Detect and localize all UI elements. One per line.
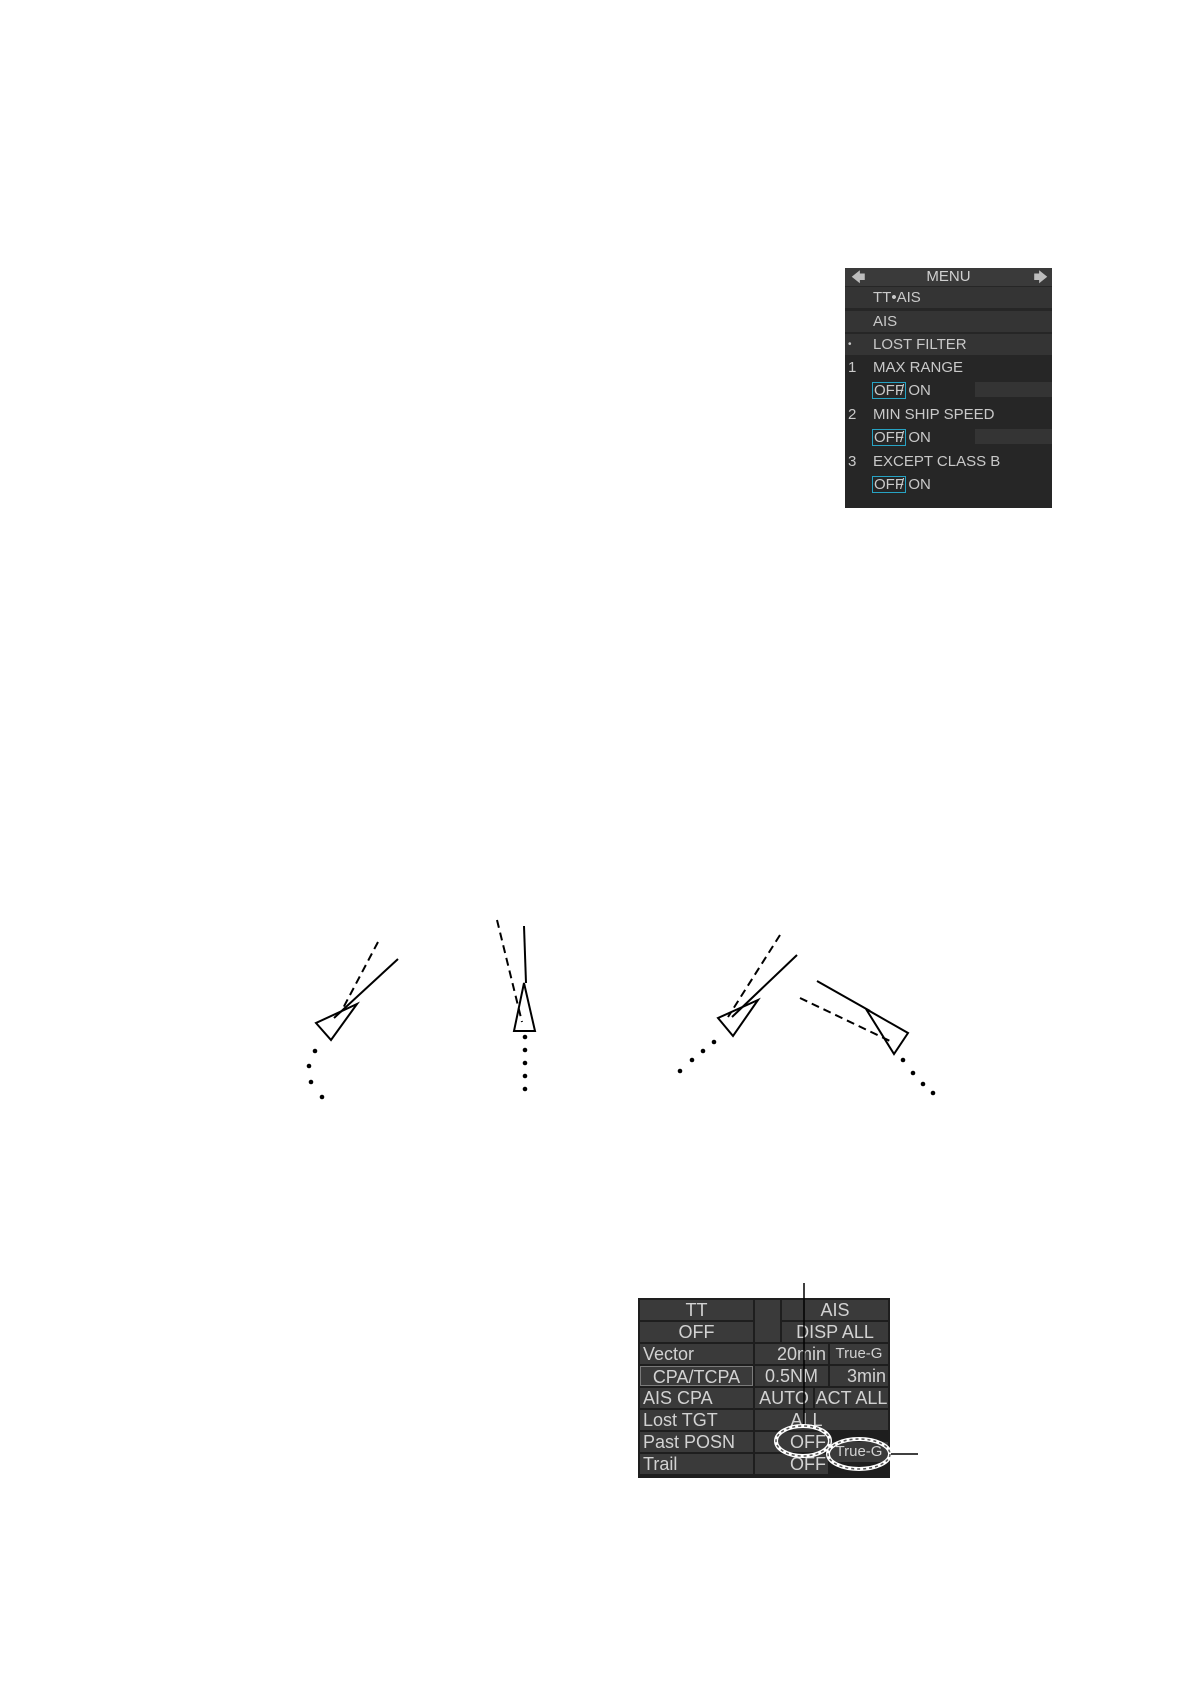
- menu-item-label: EXCEPT CLASS B: [873, 453, 1001, 470]
- menu-item-number: 3: [848, 453, 857, 470]
- menu-item-label: TT•AIS: [873, 289, 921, 306]
- past-posn-label: Past POSN: [640, 1432, 753, 1452]
- min-ship-speed-on-option[interactable]: / ON: [900, 429, 931, 446]
- menu-item-bullet: •: [848, 339, 852, 350]
- past-posn-mode-button[interactable]: True-G: [830, 1442, 888, 1462]
- vector-mode-button[interactable]: True-G: [830, 1344, 888, 1364]
- max-range-off-option[interactable]: OFF: [874, 382, 904, 399]
- tt-header: TT: [640, 1300, 753, 1320]
- except-class-b-on-option[interactable]: / ON: [900, 476, 931, 493]
- tcpa-time-button[interactable]: 3min: [830, 1366, 888, 1386]
- cpa-tcpa-button[interactable]: CPA/TCPA: [640, 1366, 753, 1386]
- trail-label: Trail: [640, 1454, 753, 1474]
- cpa-distance-button[interactable]: 0.5NM: [755, 1366, 828, 1386]
- ais-cpa-action-button[interactable]: ACT ALL: [815, 1388, 888, 1408]
- menu-item-number: 2: [848, 406, 857, 423]
- max-range-on-option[interactable]: / ON: [900, 382, 931, 399]
- lost-tgt-label: Lost TGT: [640, 1410, 753, 1430]
- menu-item-label: LOST FILTER: [873, 336, 967, 353]
- callout-ellipse-off: [776, 1426, 830, 1456]
- ais-header: AIS: [782, 1300, 888, 1320]
- menu-item-label: MIN SHIP SPEED: [873, 406, 995, 423]
- trail-button[interactable]: OFF: [755, 1454, 828, 1474]
- tt-state-button[interactable]: OFF: [640, 1322, 753, 1342]
- menu-item-label: AIS: [873, 313, 898, 330]
- vector-label: Vector: [640, 1344, 753, 1364]
- ais-display-button[interactable]: DISP ALL: [782, 1322, 888, 1342]
- past-posn-button[interactable]: OFF: [755, 1432, 828, 1452]
- except-class-b-off-option[interactable]: OFF: [874, 476, 904, 493]
- menu-item-number: 1: [848, 359, 857, 376]
- callout-ellipse-true-g: [828, 1439, 890, 1469]
- arrow-right-icon[interactable]: 🡆: [1033, 269, 1048, 285]
- vector-time-button[interactable]: 20min: [755, 1344, 828, 1364]
- ais-cpa-mode-button[interactable]: AUTO: [755, 1388, 813, 1408]
- ais-cpa-label: AIS CPA: [640, 1388, 753, 1408]
- lost-tgt-button[interactable]: ALL: [755, 1410, 888, 1430]
- menu-title: MENU: [926, 268, 971, 285]
- arrow-left-icon[interactable]: 🡄: [851, 269, 866, 285]
- min-ship-speed-off-option[interactable]: OFF: [874, 429, 904, 446]
- menu-item-label: MAX RANGE: [873, 359, 964, 376]
